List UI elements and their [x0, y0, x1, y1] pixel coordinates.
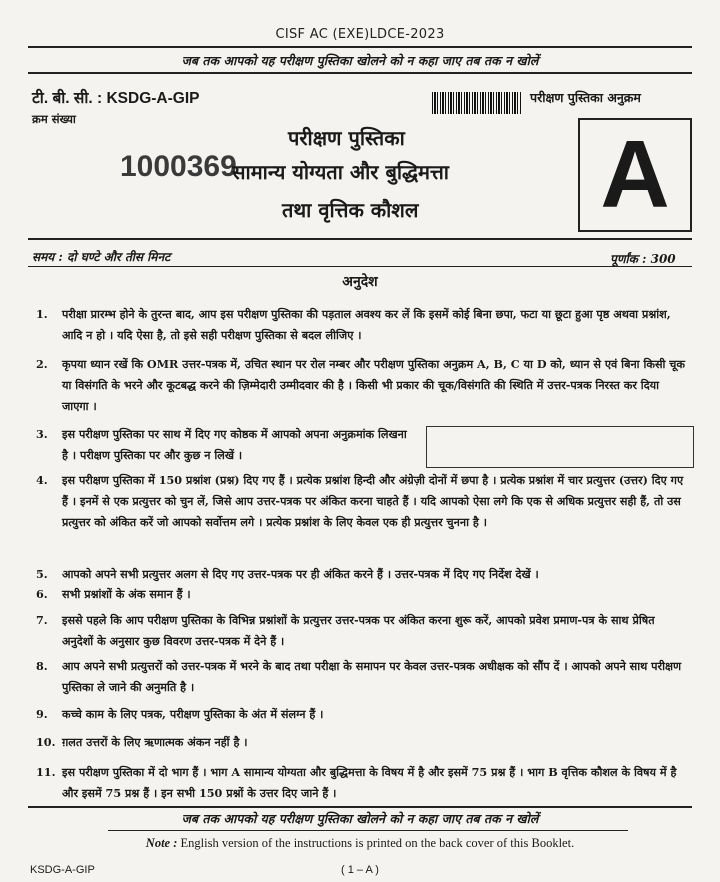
series-letter: A: [600, 121, 670, 228]
series-letter-box: [578, 118, 692, 232]
instruction-text: परीक्षा प्रारम्भ होने के तुरन्त बाद, आप इस परीक्षण पुस्तिका की पड़ताल अवश्य कर लें कि इसमें कोई बिना छपा, फटा या छूटा हुआ पृष्ठ अथवा प्रश्नांश, आदि न हो । यदि ऐसा है, तो इसे सही परीक्षण पुस्तिका से बदल लीजिए ।: [62, 307, 671, 342]
instruction-number: 3.: [36, 427, 48, 441]
instruction-text: कृपया ध्यान रखें कि OMR उत्तर-पत्रक में, उचित स्थान पर रोल नम्बर और परीक्षण पुस्तिका अनुक्रम A, B, C या D को, ध्यान से एवं बिना किसी चूक या विसंगति के भरने और कूटबद्ध करने की ज़िम्मेदारी उम्मीदवार की है । किसी भी प्रकार की चूक/विसंगति की स्थिति में उत्तर-पत्रक निरस्त कर दिया जाएगा ।: [62, 357, 685, 413]
instruction-number: 10.: [36, 735, 56, 749]
instruction-number: 5.: [36, 567, 48, 581]
instruction-text: इससे पहले कि आप परीक्षण पुस्तिका के विभिन्न प्रश्नांशों के प्रत्युत्तर उत्तर-पत्रक पर अंकित करना शुरू करें, आपको प्रवेश प्रमाण-पत्र के साथ प्रेषित अनुदेशों के अनुसार कुछ विवरण उत्तर-पत्रक में देने हैं ।: [62, 613, 655, 648]
instruction-text: इस परीक्षण पुस्तिका में 150 प्रश्नांश (प्रश्न) दिए गए हैं । प्रत्येक प्रश्नांश हिन्दी और अंग्रेज़ी दोनों में छपा है । प्रत्येक प्रश्नांश में चार प्रत्युत्तर (उत्तर) दिए गए हैं । इनमें से एक प्रत्युत्तर को चुन लें, जिसे आप उत्तर-पत्रक पर अंकित करना चाहते हैं । यदि आपको ऐसा लगे कि एक से अधिक प्रत्युत्तर सही हैं, तो उस प्रत्युत्तर को अंकित करें जो आपको सर्वोत्तम लगे । प्रत्येक प्रश्नांश के लिए केवल एक ही प्रत्युत्तर चुनना है ।: [62, 473, 684, 529]
banner-top: जब तक आपको यह परीक्षण पुस्तिका खोलने को न कहा जाए तब तक न खोलें: [181, 53, 539, 68]
instruction-number: 1.: [36, 307, 48, 321]
instruction-item: [36, 470, 688, 533]
instruction-item: [36, 732, 688, 753]
instruction-text: इस परीक्षण पुस्तिका पर साथ में दिए गए कोष्ठक में आपको अपना अनुक्रमांक लिखना है । परीक्षण पुस्तिका पर और कुछ न लिखें ।: [62, 427, 407, 462]
instruction-text: आप अपने सभी प्रत्युत्तरों को उत्तर-पत्रक में भरने के बाद तथा परीक्षा के समापन पर केवल उत्तर-पत्रक अधीक्षक को सौंप दें । आपको अपने साथ परीक्षण पुस्तिका ले जाने की अनुमति है ।: [62, 659, 682, 694]
note-label: Note :: [145, 836, 178, 850]
instruction-text: ग़लत उत्तरों के लिए ऋणात्मक अंकन नहीं है ।: [62, 735, 248, 749]
roll-number-box[interactable]: [426, 426, 694, 468]
banner-rule: [28, 72, 692, 74]
instruction-item: [36, 584, 688, 605]
instruction-item: [36, 762, 688, 804]
instruction-item: [36, 564, 688, 585]
tbc-code: टी. बी. सी. : KSDG-A-GIP: [32, 90, 200, 107]
instruction-text: आपको अपने सभी प्रत्युत्तर अलग से दिए गए उत्तर-पत्रक पर ही अंकित करने हैं । उत्तर-पत्रक में दिए गए निर्देश देखें ।: [62, 567, 539, 581]
anukram-label: परीक्षण पुस्तिका अनुक्रम: [530, 90, 641, 105]
instructions-heading: अनुदेश: [342, 274, 378, 290]
banner-bottom: जब तक आपको यह परीक्षण पुस्तिका खोलने को न कहा जाए तब तक न खोलें: [181, 811, 539, 826]
instruction-number: 11.: [36, 765, 56, 779]
instruction-item: [36, 424, 416, 466]
instruction-item: [36, 704, 688, 725]
instruction-item: [36, 304, 688, 346]
instruction-number: 7.: [36, 613, 48, 627]
max-marks: पूर्णांक : 300: [610, 252, 676, 266]
marks-rule: [28, 266, 692, 267]
bottom-banner-rule: [28, 806, 692, 808]
instruction-number: 8.: [36, 659, 48, 673]
instruction-number: 4.: [36, 473, 48, 487]
instruction-text: इस परीक्षण पुस्तिका में दो भाग हैं । भाग A सामान्य योग्यता और बुद्धिमत्ता के विषय में है और इसमें 75 प्रश्न हैं । भाग B वृत्तिक कौशल के विषय में है और इसमें 75 प्रश्न हैं । इन सभी 150 प्रश्नों के उत्तर दिए जाने हैं ।: [62, 765, 677, 800]
instruction-number: 6.: [36, 587, 48, 601]
time-rule: [28, 238, 692, 240]
instruction-item: [36, 610, 688, 652]
instruction-number: 9.: [36, 707, 48, 721]
english-note: [0, 836, 720, 851]
instruction-item: [36, 354, 688, 417]
instruction-item: [36, 656, 688, 698]
booklet-title: परीक्षण पुस्तिका: [288, 126, 405, 150]
instruction-text: कच्चे काम के लिए पत्रक, परीक्षण पुस्तिका के अंत में संलग्न हैं ।: [62, 707, 324, 721]
time-allowed: समय : दो घण्टे और तीस मिनट: [32, 250, 171, 264]
note-text: English version of the instructions is printed on the back cover of this Booklet.: [180, 836, 575, 850]
kram-sankhya-label: क्रम संख्या: [32, 112, 76, 126]
serial-number: 1000369: [120, 150, 237, 183]
top-rule: [28, 46, 692, 48]
instruction-text: सभी प्रश्नांशों के अंक समान हैं ।: [62, 587, 191, 601]
exam-code: CISF AC (EXE)LDCE-2023: [275, 27, 445, 42]
subject-line2: तथा वृत्तिक कौशल: [282, 198, 419, 222]
note-rule: [108, 830, 628, 831]
barcode: [432, 92, 522, 114]
subject-line1: सामान्य योग्यता और बुद्धिमत्ता: [232, 160, 449, 184]
footer-code: KSDG-A-GIP: [30, 864, 95, 876]
instruction-number: 2.: [36, 357, 48, 371]
page-number: ( 1 – A ): [341, 864, 379, 876]
